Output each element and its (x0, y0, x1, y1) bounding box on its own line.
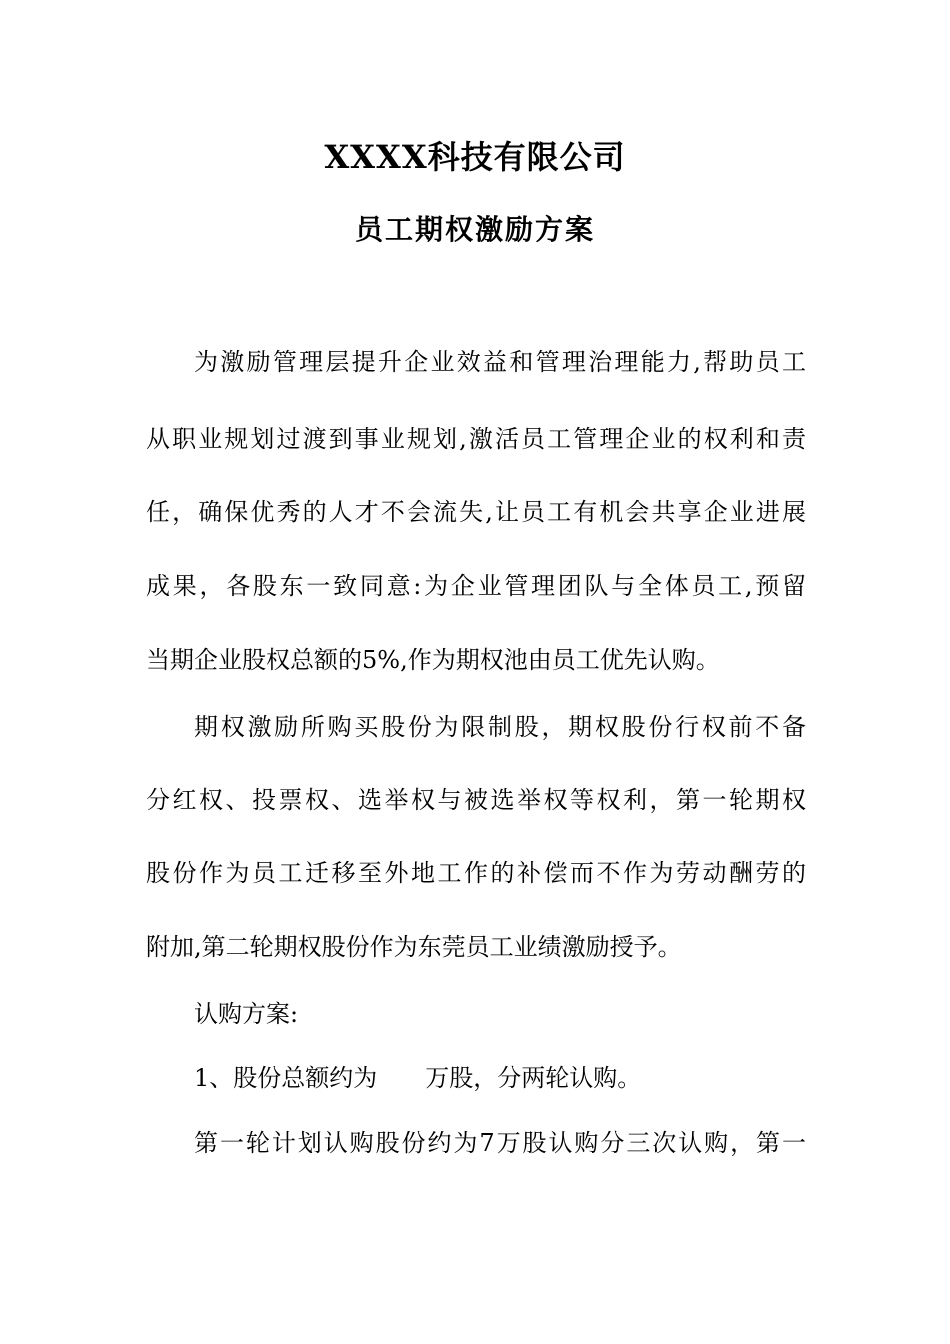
paragraph-line: 股份作为员工迁移至外地工作的补偿而不作为劳动酬劳的 (146, 859, 806, 887)
document-subtitle: 员工期权激励方案 (354, 213, 595, 246)
section-heading: 认购方案: (194, 1000, 299, 1028)
paragraph-line: 成果，各股东一致同意:为企业管理团队与全体员工,预留 (146, 572, 806, 600)
paragraph-line: 为激励管理层提升企业效益和管理治理能力,帮助员工 (194, 348, 806, 376)
paragraph-line: 分红权、投票权、选举权与被选举权等权利，第一轮期权 (146, 786, 806, 814)
document-title: XXXX科技有限公司 (324, 138, 626, 176)
paragraph-line: 任，确保优秀的人才不会流失,让员工有机会共享企业进展 (146, 498, 806, 526)
paragraph-line: 当期企业股权总额的5%,作为期权池由员工优先认购。 (146, 646, 720, 674)
paragraph-line: 附加,第二轮期权股份作为东莞员工业绩激励授予。 (146, 933, 682, 961)
paragraph-line: 第一轮计划认购股份约为7万股认购分三次认购，第一 (194, 1129, 806, 1157)
list-item: 1、股份总额约为 万股，分两轮认购。 (194, 1064, 642, 1092)
paragraph-line: 从职业规划过渡到事业规划,激活员工管理企业的权利和责 (146, 425, 806, 453)
paragraph-line: 期权激励所购买股份为限制股，期权股份行权前不备 (194, 713, 806, 741)
